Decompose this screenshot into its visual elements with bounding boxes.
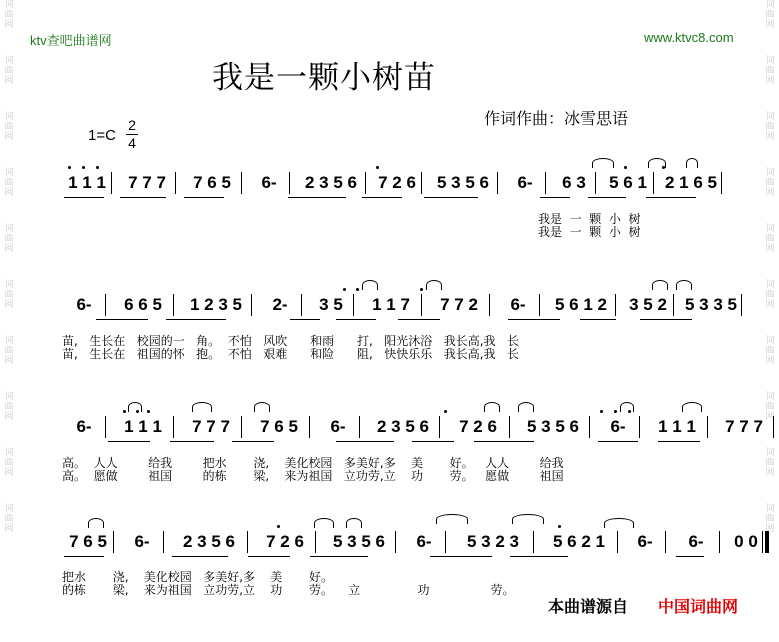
measure: 6- bbox=[330, 417, 346, 436]
beam-underline bbox=[336, 319, 376, 320]
barline bbox=[707, 416, 708, 438]
barline bbox=[617, 531, 618, 553]
measure: 7 2 6 bbox=[378, 173, 416, 192]
beam-underline bbox=[412, 441, 454, 442]
watermark-text: 词曲网 bbox=[4, 112, 14, 142]
barline bbox=[509, 416, 510, 438]
beam-underline bbox=[336, 441, 394, 442]
beam-underline bbox=[508, 319, 560, 320]
beam-underline bbox=[362, 197, 402, 198]
barline bbox=[615, 294, 616, 316]
barline bbox=[365, 172, 366, 194]
measure: 3 5 2 bbox=[629, 295, 667, 314]
barline bbox=[241, 416, 242, 438]
octave-dot bbox=[123, 410, 126, 413]
watermark-text: 词曲网 bbox=[765, 448, 775, 478]
watermark-text: 词曲网 bbox=[4, 336, 14, 366]
beam-underline bbox=[580, 319, 616, 320]
barline bbox=[665, 531, 666, 553]
octave-dot bbox=[662, 166, 665, 169]
measure: 0 0 bbox=[734, 532, 758, 551]
slur-mark bbox=[254, 402, 270, 412]
measure: 2 3 5 6 bbox=[305, 173, 357, 192]
measure: 2 3 5 6 bbox=[377, 417, 429, 436]
measure: 1 1 1 bbox=[68, 173, 106, 192]
measure: 6- bbox=[261, 173, 277, 192]
barline bbox=[653, 172, 654, 194]
octave-dot bbox=[624, 166, 627, 169]
measure: 6- bbox=[510, 295, 526, 314]
barline bbox=[497, 172, 498, 194]
beam-underline bbox=[248, 556, 290, 557]
source-site-link[interactable]: 中国词曲网 bbox=[658, 597, 739, 616]
measure: 7 7 7 bbox=[725, 417, 763, 436]
octave-dot bbox=[376, 166, 379, 169]
octave-dot bbox=[628, 410, 631, 413]
beam-underline bbox=[172, 556, 228, 557]
barline bbox=[163, 531, 164, 553]
barline bbox=[105, 294, 106, 316]
beam-underline bbox=[108, 441, 150, 442]
slur-mark bbox=[604, 518, 634, 528]
measure: 6- bbox=[610, 417, 626, 436]
lyrics-row-2-verse-1: 苗, 生长在 校园的一 角。 不怕 风吹 和雨 打, 阳光沐浴 我长高,我 长 bbox=[62, 334, 519, 348]
score-row-2 bbox=[62, 290, 737, 320]
measure: 6- bbox=[637, 532, 653, 551]
final-barline bbox=[765, 531, 769, 553]
beam-underline bbox=[598, 441, 638, 442]
measure: 5 3 3 5 bbox=[685, 295, 737, 314]
measure: 7 6 5 bbox=[193, 173, 231, 192]
slur-mark bbox=[686, 158, 698, 168]
watermark-text: 词曲网 bbox=[4, 504, 14, 534]
lyrics-row-4-verse-1: 把水 浇, 美化校园 多美好,多 美 好。 bbox=[62, 570, 333, 584]
octave-dot bbox=[600, 410, 603, 413]
beam-underline bbox=[232, 441, 274, 442]
barline bbox=[173, 294, 174, 316]
beam-underline bbox=[96, 319, 148, 320]
beam-underline bbox=[166, 319, 226, 320]
site-name-left[interactable]: ktv查吧曲谱网 bbox=[30, 33, 112, 48]
barline bbox=[241, 172, 242, 194]
measure: 5 6 1 2 bbox=[555, 295, 607, 314]
measure: 6 3 bbox=[562, 173, 586, 192]
measure: 6- bbox=[134, 532, 150, 551]
slur-mark bbox=[88, 518, 104, 528]
barline bbox=[315, 531, 316, 553]
measure: 7 7 7 bbox=[192, 417, 230, 436]
measure: 7 2 6 bbox=[266, 532, 304, 551]
measure: 5 3 5 6 bbox=[437, 173, 489, 192]
slur-mark bbox=[128, 402, 142, 412]
measure: 1 1 7 bbox=[372, 295, 410, 314]
slur-mark bbox=[652, 280, 668, 290]
measure: 6 6 5 bbox=[124, 295, 162, 314]
barline bbox=[173, 416, 174, 438]
beam-underline bbox=[310, 556, 368, 557]
song-title: 我是一颗小树苗 bbox=[212, 60, 436, 96]
barline bbox=[395, 531, 396, 553]
measure: 6- bbox=[517, 173, 533, 192]
barline bbox=[639, 416, 640, 438]
barline bbox=[353, 294, 354, 316]
octave-dot bbox=[68, 166, 71, 169]
lyrics-row-3-verse-2: 高。 愿做 祖国 的栋 梁, 来为祖国 立功劳,立 功 劳。 愿做 祖国 bbox=[62, 469, 564, 483]
watermark-text: 词曲网 bbox=[4, 280, 14, 310]
octave-dot bbox=[444, 410, 447, 413]
watermark-text: 词曲网 bbox=[765, 224, 775, 254]
beam-underline bbox=[640, 319, 692, 320]
beam-underline bbox=[676, 556, 704, 557]
beam-underline bbox=[658, 441, 700, 442]
watermark-text: 词曲网 bbox=[4, 224, 14, 254]
octave-dot bbox=[136, 410, 139, 413]
beam-underline bbox=[540, 197, 570, 198]
slur-mark bbox=[484, 402, 500, 412]
time-signature-bottom: 4 bbox=[128, 135, 136, 151]
barline bbox=[439, 416, 440, 438]
barline bbox=[359, 416, 360, 438]
barline bbox=[251, 294, 252, 316]
barline bbox=[721, 172, 722, 194]
barline bbox=[719, 531, 720, 553]
beam-underline bbox=[184, 197, 224, 198]
time-signature-top: 2 bbox=[128, 117, 136, 133]
slur-mark bbox=[362, 280, 378, 290]
watermark-text: 词曲网 bbox=[4, 392, 14, 422]
beam-underline bbox=[424, 197, 478, 198]
beam-underline bbox=[290, 319, 320, 320]
barline bbox=[247, 531, 248, 553]
time-signature bbox=[126, 118, 138, 151]
measure: 5 6 2 1 bbox=[553, 532, 605, 551]
final-barline-thin bbox=[762, 531, 763, 553]
watermark-text: 词曲网 bbox=[765, 504, 775, 534]
barline bbox=[421, 172, 422, 194]
measure: 7 7 2 bbox=[440, 295, 478, 314]
slur-mark bbox=[676, 280, 692, 290]
score-row-3 bbox=[62, 412, 763, 442]
barline bbox=[301, 294, 302, 316]
barline bbox=[445, 531, 446, 553]
score-row-1 bbox=[62, 168, 717, 198]
key-signature: 1=C bbox=[88, 127, 116, 144]
barline bbox=[589, 416, 590, 438]
measure: 6- bbox=[76, 417, 92, 436]
watermark-text: 词曲网 bbox=[765, 168, 775, 198]
slur-mark bbox=[314, 518, 334, 528]
barline bbox=[533, 531, 534, 553]
measure: 5 6 1 bbox=[609, 173, 647, 192]
watermark-text: 词曲网 bbox=[765, 56, 775, 86]
measure: 2- bbox=[272, 295, 288, 314]
barline bbox=[741, 294, 742, 316]
beam-underline bbox=[64, 197, 104, 198]
lyricist-composer-credit: 作词作曲：冰雪思语 bbox=[484, 109, 629, 128]
octave-dot bbox=[356, 288, 359, 291]
octave-dot bbox=[420, 288, 423, 291]
beam-underline bbox=[510, 556, 568, 557]
watermark-text: 词曲网 bbox=[765, 112, 775, 142]
measure: 5 3 2 3 bbox=[467, 532, 519, 551]
slur-mark bbox=[512, 514, 544, 524]
measure: 6- bbox=[76, 295, 92, 314]
barline bbox=[113, 531, 114, 553]
watermark-text: 词曲网 bbox=[765, 392, 775, 422]
slur-mark bbox=[192, 402, 212, 412]
barline bbox=[289, 172, 290, 194]
measure: 1 1 1 bbox=[658, 417, 696, 436]
measure: 7 6 5 bbox=[260, 417, 298, 436]
beam-underline bbox=[170, 441, 214, 442]
octave-dot bbox=[82, 166, 85, 169]
measure: 6- bbox=[688, 532, 704, 551]
beam-underline bbox=[474, 441, 534, 442]
beam-underline bbox=[646, 197, 696, 198]
octave-dot bbox=[614, 410, 617, 413]
source-label: 本曲谱源自 bbox=[548, 597, 629, 616]
slur-mark bbox=[426, 280, 442, 290]
barline bbox=[595, 172, 596, 194]
measure: 1 1 1 bbox=[124, 417, 162, 436]
barline bbox=[111, 172, 112, 194]
beam-underline bbox=[398, 319, 440, 320]
score-row-4 bbox=[62, 527, 758, 557]
watermark-text: 词曲网 bbox=[765, 280, 775, 310]
watermark-text: 词曲网 bbox=[765, 336, 775, 366]
measure: 2 3 5 6 bbox=[183, 532, 235, 551]
measure: 5 3 5 6 bbox=[527, 417, 579, 436]
watermark-left bbox=[2, 0, 16, 642]
barline bbox=[421, 294, 422, 316]
measure: 1 2 3 5 bbox=[190, 295, 242, 314]
slur-mark bbox=[518, 402, 534, 412]
watermark-text: 词曲网 bbox=[4, 448, 14, 478]
watermark-text: 词曲网 bbox=[4, 168, 14, 198]
barline bbox=[773, 416, 774, 438]
watermark-text: 词曲网 bbox=[4, 0, 14, 30]
measure: 7 7 7 bbox=[128, 173, 166, 192]
slur-mark bbox=[620, 402, 634, 412]
barline bbox=[545, 172, 546, 194]
octave-dot bbox=[343, 288, 346, 291]
barline bbox=[489, 294, 490, 316]
beam-underline bbox=[288, 197, 346, 198]
watermark-text: 词曲网 bbox=[765, 0, 775, 30]
lyrics-row-2-verse-2: 苗, 生长在 祖国的怀 抱。 不怕 艰难 和险 阻, 快快乐乐 我长高,我 长 bbox=[62, 347, 519, 361]
lyrics-row-1-verse-2: 我是 一 颗 小 树 bbox=[538, 225, 641, 239]
beam-underline bbox=[588, 197, 626, 198]
octave-dot bbox=[277, 525, 280, 528]
measure: 3 5 bbox=[319, 295, 343, 314]
octave-dot bbox=[147, 410, 150, 413]
slur-mark bbox=[592, 158, 614, 168]
slur-mark bbox=[436, 514, 468, 524]
site-url-right[interactable]: www.ktvc8.com bbox=[644, 30, 734, 45]
barline bbox=[309, 416, 310, 438]
beam-underline bbox=[120, 197, 166, 198]
measure: 7 2 6 bbox=[459, 417, 497, 436]
measure: 2 1 6 5 bbox=[665, 173, 717, 192]
lyrics-row-3-verse-1: 高。 人人 给我 把水 浇, 美化校园 多美好,多 美 好。 人人 给我 bbox=[62, 456, 564, 470]
lyrics-row-1-verse-1: 我是 一 颗 小 树 bbox=[538, 212, 641, 226]
watermark-text: 词曲网 bbox=[4, 56, 14, 86]
octave-dot bbox=[558, 525, 561, 528]
slur-mark bbox=[682, 402, 702, 412]
slur-mark bbox=[346, 518, 362, 528]
measure: 5 3 5 6 bbox=[333, 532, 385, 551]
barline bbox=[105, 416, 106, 438]
beam-underline bbox=[430, 556, 492, 557]
barline bbox=[673, 294, 674, 316]
measure: 7 6 5 bbox=[69, 532, 107, 551]
barline bbox=[175, 172, 176, 194]
measure: 6- bbox=[416, 532, 432, 551]
octave-dot bbox=[96, 166, 99, 169]
barline bbox=[539, 294, 540, 316]
beam-underline bbox=[64, 556, 104, 557]
lyrics-row-4-verse-2: 的栋 梁, 来为祖国 立功劳,立 功 劳。 立 功 劳。 bbox=[62, 583, 515, 597]
